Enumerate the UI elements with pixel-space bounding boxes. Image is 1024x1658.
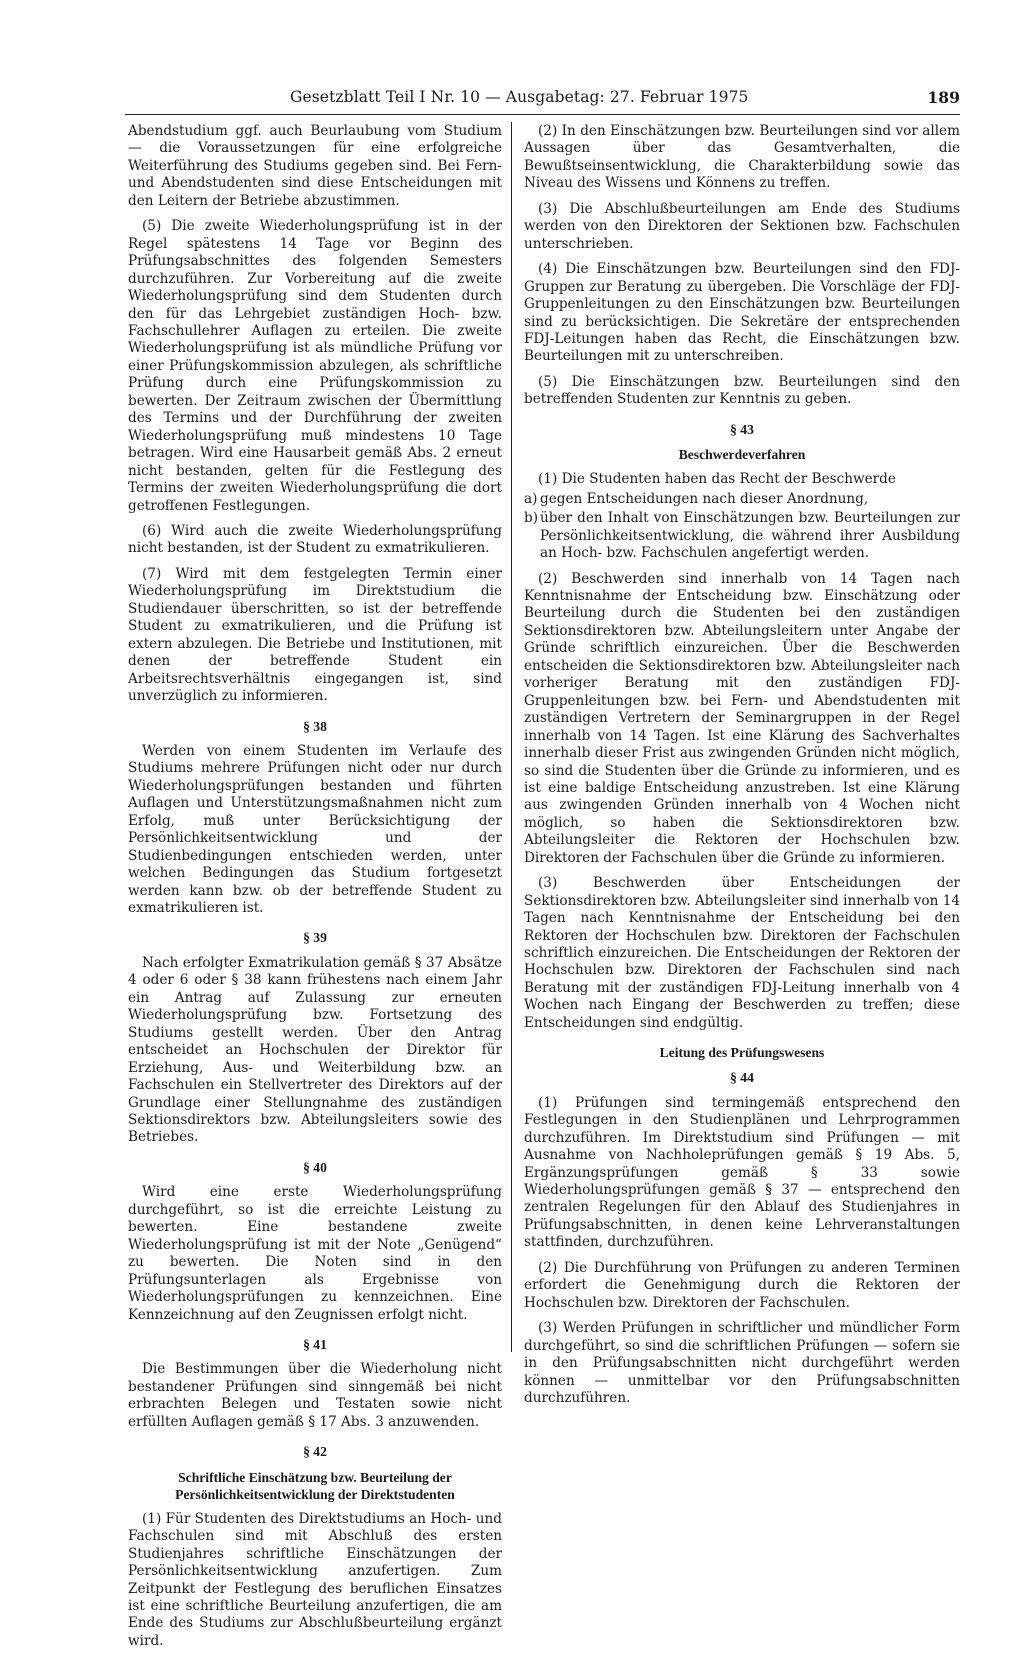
paragraph: (1) Für Studenten des Direktstudiums an Hoch- und Fachschulen sind mit Abschluß des ersten Studienjahres schriftliche Einschätzungen der Persönlichkeitsentwicklung anzufertigen. Zum Zeitpunkt der Festlegung des beruflichen Einsatzes ist eine schriftliche Beurteilung anzufertigen, die am Ende des Studiums zur Abschlußbeurteilung ergänzt wird. [128, 1510, 502, 1649]
page-number: 189 [927, 88, 960, 107]
section-number: § 40 [303, 1159, 327, 1175]
paragraph: (2) Die Durchführung von Prüfungen zu anderen Terminen erfordert die Genehmigung durch die Rektoren der Hochschulen bzw. Direktoren der Fachschulen. [524, 1259, 960, 1311]
list-text: gegen Entscheidungen nach dieser Anordnung, [540, 490, 869, 507]
header-rule [125, 114, 960, 115]
left-column [128, 123, 502, 1658]
page-header [290, 88, 960, 110]
column-divider [511, 122, 512, 1352]
paragraph: (5) Die Einschätzungen bzw. Beurteilungen sind den betreffenden Studenten zur Kenntnis zu geben. [524, 373, 960, 408]
list-item [524, 510, 960, 562]
paragraph: (5) Die zweite Wiederholungsprüfung ist in der Regel spätestens 14 Tage vor Beginn des Prüfungsabschnittes des folgenden Semesters durchzuführen. Zur Vorbereitung auf die zweite Wiederholungsprüfung sind dem Studenten durch den für das Lehrgebiet zuständigen Hoch- bzw. Fachschullehrer Auflagen zu erteilen. Die zweite Wiederholungsprüfung ist als mündliche Prüfung vor einer Prüfungskommission abzulegen, als schriftliche Prüfung durch eine Prüfungskommission zu bewerten. Der Zeitraum zwischen der Übermittlung des Termins und der Durchführung der zweiten Wiederholungsprüfung muß mindestens 10 Tage betragen. Wird eine Hausarbeit gemäß Abs. 2 erneut nicht bestanden, gelten für die Festlegung des Termins der zweiten Wiederholungsprüfung die dort getroffenen Festlegungen. [128, 218, 502, 514]
section-heading: Schriftliche Einschätzung bzw. Beurteilung der Persönlichkeitsentwicklung der Direktstudenten [175, 1469, 455, 1502]
paragraph: (2) Beschwerden sind innerhalb von 14 Tagen nach Kenntnisnahme der Entscheidung bzw. Einschätzung oder Beurteilung durch die Studenten bei den zuständigen Sektionsdirektoren bzw. Abteilungsleitern unter Angabe der Gründe schriftlich einzureichen. Über die Beschwerden entscheiden die Sektionsdirektoren bzw. Abteilungsleiter nach vorheriger Beratung mit den zuständigen FDJ-Gruppenleitungen bzw. bei Fern- und Abendstudenten mit zuständigen Vertretern der Seminargruppen in der Regel innerhalb von 14 Tagen. Ist eine Klärung des Sachverhaltes innerhalb dieser Frist aus zwingenden Gründen nicht möglich, so sind die Studenten über die Gründe zu informieren, und es ist eine baldige Entscheidung anzustreben. Ist eine Klärung aus zwingenden Gründen innerhalb von 4 Wochen nicht möglich, so haben die Sektionsdirektoren bzw. Abteilungsleiter die Rektoren der Hochschulen bzw. Direktoren der Fachschulen über die Gründe zu informieren. [524, 570, 960, 866]
section-number: § 39 [303, 930, 327, 946]
paragraph: (2) In den Einschätzungen bzw. Beurteilungen sind vor allem Aussagen über das Gesamtverhalten, die Bewußtseinsentwicklung, die Charakterbildung sowie das Niveau des Wissens und Könnens zu treffen. [524, 123, 960, 192]
paragraph: (6) Wird auch die zweite Wiederholungsprüfung nicht bestanden, ist der Student zu exmatrikulieren. [128, 522, 502, 557]
paragraph: (1) Die Studenten haben das Recht der Beschwerde [538, 471, 896, 488]
paragraph: (4) Die Einschätzungen bzw. Beurteilungen sind den FDJ-Gruppen zur Beratung zu übergeben. Die Vorschläge der FDJ-Gruppenleitungen zu den Einschätzungen bzw. Beurteilungen sind zu berücksichtigen. Die Sekretäre der entsprechenden FDJ-Leitungen haben das Recht, die Einschätzungen bzw. Beurteilungen mit zu unterschreiben. [524, 261, 960, 365]
paragraph: Die Bestimmungen über die Wiederholung nicht bestandener Prüfungen sind sinngemäß bei nicht erbrachten Belegen und Testaten sowie nicht erfüllten Auflagen gemäß § 17 Abs. 3 anzuwenden. [128, 1361, 502, 1430]
list-item [524, 491, 960, 508]
section-number: § 44 [730, 1070, 754, 1086]
list-text: über den Inhalt von Einschätzungen bzw. Beurteilungen zur Persönlichkeitsentwicklung, die während ihrer Ausbildung an Hoch- bzw. Fachschulen angefertigt werden. [540, 510, 960, 562]
section-number: § 38 [303, 718, 327, 734]
paragraph: Werden von einem Studenten im Verlaufe des Studiums mehrere Prüfungen nicht oder nur durch Wiederholungsprüfungen bestanden und führten Auflagen und Unterstützungsmaßnahmen nicht zum Erfolg, muß unter Berücksichtigung der Persönlichkeitsentwicklung und der Studienbedingungen entschieden werden, unter welchen Bedingungen das Studium fortgesetzt werden kann bzw. ob der betreffende Student zu exmatrikulieren ist. [128, 742, 502, 917]
paragraph: (3) Die Abschlußbeurteilungen am Ende des Studiums werden von den Direktoren der Sektionen bzw. Fachschulen unterschrieben. [524, 200, 960, 252]
section-heading: Beschwerdeverfahren [678, 447, 806, 463]
paragraph: Nach erfolgter Exmatrikulation gemäß § 37 Absätze 4 oder 6 oder § 38 kann frühestens nach einem Jahr ein Antrag auf Zulassung zur erneuten Wiederholungsprüfung bzw. Fortsetzung des Studiums gestellt werden. Über den Antrag entscheidet an Hochschulen der Direktor für Erziehung, Aus- und Weiterbildung bzw. an Fachschulen ein Stellvertreter des Direktors auf der Grundlage einer Stellungnahme des zuständigen Sektionsdirektors bzw. Abteilungsleiters sowie des Betriebes. [128, 954, 502, 1146]
paragraph: Abendstudium ggf. auch Beurlaubung vom Studium — die Voraussetzungen für eine erfolgreiche Weiterführung des Studiums gegeben sind. Bei Fern- und Abendstudenten sind diese Entscheidungen mit den Leitern der Betriebe abzustimmen. [128, 123, 502, 209]
paragraph: (1) Prüfungen sind termingemäß entsprechend den Festlegungen in den Studienplänen und Lehrprogrammen durchzuführen. Im Direktstudium sind Prüfungen — mit Ausnahme von Nachholeprüfungen gemäß § 19 Abs. 5, Ergänzungsprüfungen gemäß § 33 sowie Wiederholungsprüfungen gemäß § 37 — entsprechend den zentralen Regelungen für den Ablauf des Studienjahres in Prüfungsabschnitten, in denen keine Lehrveranstaltungen stattfinden, durchzuführen. [524, 1094, 960, 1251]
list-label: a) [524, 490, 538, 507]
paragraph: Wird eine erste Wiederholungsprüfung durchgeführt, so ist die erreichte Leistung zu bewerten. Eine bestandene zweite Wiederholungsprüfung ist mit der Note „Genügend“ zu bewerten. Die Noten sind in den Prüfungsunterlagen als Ergebnisse von Wiederholungsprüfungen zu kennzeichnen. Eine Kennzeichnung auf den Zeugnissen erfolgt nicht. [128, 1184, 502, 1323]
list-label: b) [524, 510, 539, 527]
section-number: § 41 [303, 1337, 327, 1352]
paragraph: (7) Wird mit dem festgelegten Termin einer Wiederholungsprüfung im Direktstudium die Studiendauer überschritten, so ist der betreffende Student zu exmatrikulieren, und die Prüfung ist extern abzulegen. Die Betriebe und Institutionen, mit denen der betreffende Student ein Arbeitsrechtsverhältnis eingegangen ist, sind unverzüglich zu informieren. [128, 565, 502, 705]
section-number: § 43 [730, 421, 754, 437]
paragraph: (3) Beschwerden über Entscheidungen der Sektionsdirektoren bzw. Abteilungsleiter sind innerhalb von 14 Tagen nach Kenntnisnahme der Entscheidung bei den Rektoren der Hochschulen bzw. Direktoren der Fachschulen schriftlich einzureichen. Die Entscheidungen der Rektoren der Hochschulen bzw. Direktoren der Fachschulen sind nach Beratung mit der zuständigen FDJ-Leitung innerhalb von 4 Wochen nach Eingang der Beschwerden zu treffen; diese Entscheidungen sind endgültig. [524, 875, 960, 1031]
header-title: Gesetzblatt Teil I Nr. 10 — Ausgabetag: 27. Februar 1975 [290, 88, 749, 106]
paragraph: (3) Werden Prüfungen in schriftlicher und mündlicher Form durchgeführt, so sind die schriftlichen Prüfungen — sofern sie in den Prüfungsabschnitten nicht durchgeführt werden können — unmittelbar vor den Prüfungsabschnitten durchzuführen. [524, 1320, 960, 1406]
section-number: § 42 [303, 1444, 327, 1460]
right-column [524, 123, 960, 1415]
section-heading: Leitung des Prüfungswesens [659, 1045, 825, 1061]
